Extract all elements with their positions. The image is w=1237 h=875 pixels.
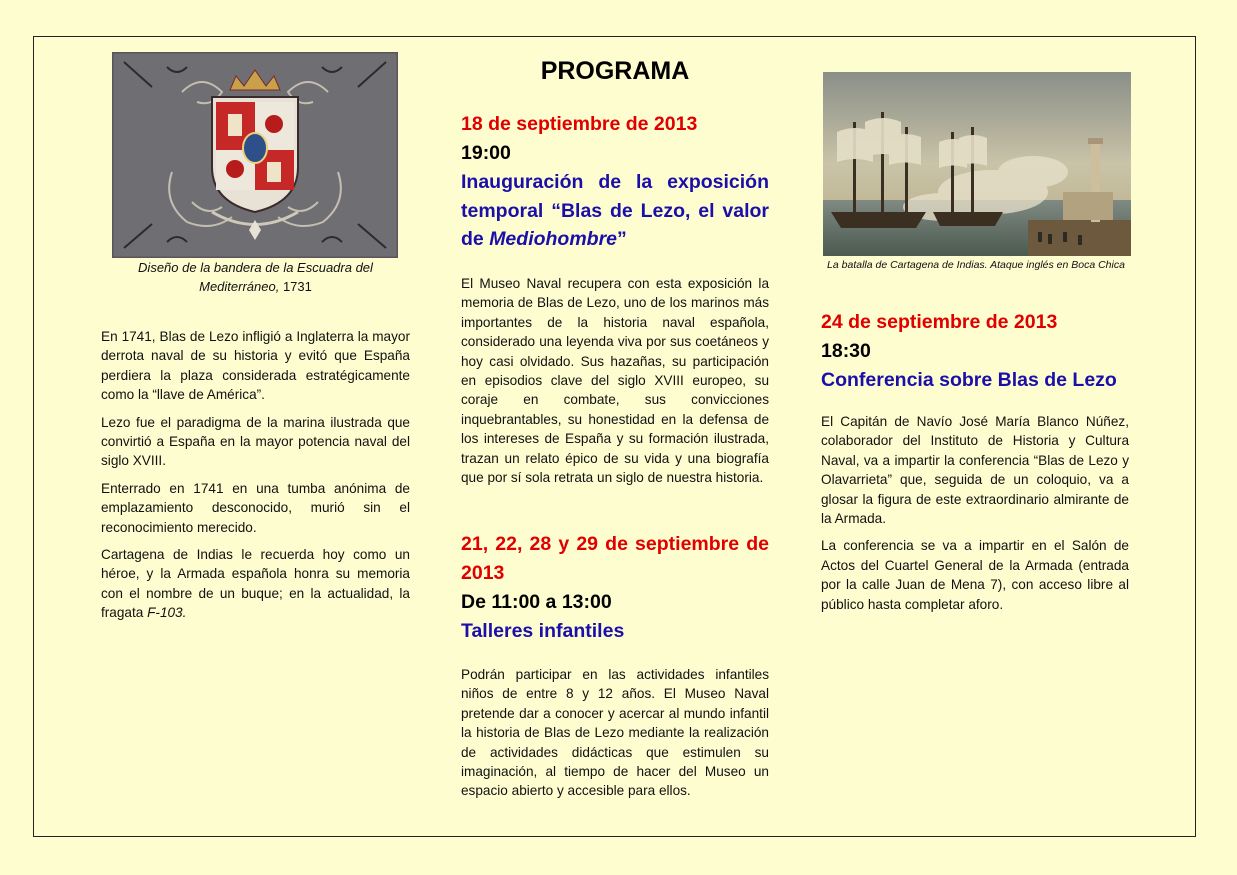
event1-title: Inauguración de la exposición temporal “Blas de Lezo, el valor de Mediohombre” — [461, 171, 769, 250]
paragraph-paradigm: Lezo fue el paradigma de la marina ilustrada que convirtió a España en la mayor potencia naval del siglo XVIII. — [101, 414, 410, 469]
page-title: PROGRAMA — [540, 57, 690, 85]
battle-painting-image — [823, 72, 1131, 256]
paragraph-legacy: Cartagena de Indias le recuerda hoy como un héroe, y la Armada española honra su memoria con el nombre de un buque; en la actualidad, la fragata F-103. — [101, 547, 410, 621]
paragraph-battle-1741: En 1741, Blas de Lezo infligió a Inglaterra la mayor derrota naval de su historia y evitó que España perdiera la plaza considerada estratégicamente como la “llave de América”. — [101, 329, 410, 403]
event1-time: 19:00 — [461, 142, 511, 164]
event2-title: Talleres infantiles — [461, 620, 625, 642]
event3-time: 18:30 — [821, 340, 871, 362]
battle-image-caption: La batalla de Cartagena de Indias. Ataque inglés en Boca Chica — [827, 259, 1125, 271]
paragraph-burial: Enterrado en 1741 en una tumba anónima de emplazamiento desconocido, murió sin el reconocimiento merecido. — [101, 480, 410, 535]
event2-date: 21, 22, 28 y 29 de septiembre de 2013 — [461, 533, 769, 584]
event1-date: 18 de septiembre de 2013 — [461, 113, 698, 135]
flag-design-image — [112, 52, 398, 258]
event2-time: De 11:00 a 13:00 — [461, 591, 612, 613]
event3-title: Conferencia sobre Blas de Lezo — [821, 369, 1117, 391]
event3-location: La conferencia se va a impartir en el Salón de Actos del Cuartel General de la Armada (entrada por la calle Juan de Mena 7), con acceso libre al público hasta completar aforo. — [821, 538, 1129, 612]
event1-description: El Museo Naval recupera con esta exposición la memoria de Blas de Lezo, uno de los marinos más importantes de la historia naval española, considerado una leyenda viva por sus coetáneos y hoy casi olvidado. Sus hazañas, su participación en episodios clave del siglo XVIII europeo, su coraje en combate, sus convicciones inquebrantables, su honestidad en la defensa de los intereses de España y su formación ilustrada, trazan un relato épico de su vida y una biografía que por sí sola retrata un siglo de nuestra historia. — [461, 276, 769, 486]
event3-description: El Capitán de Navío José María Blanco Núñez, colaborador del Instituto de Historia y Cultura Naval, va a impartir la conferencia “Blas de Lezo y Olavarrieta” que, seguida de un coloquio, va a glosar la figura de este extraordinario almirante de la Armada. — [821, 414, 1129, 527]
event2-description: Podrán participar en las actividades infantiles niños de entre 8 y 12 años. El Museo Naval pretende dar a conocer y acercar al mundo infantil la historia de Blas de Lezo mediante la realización de actividades didácticas que estimulen su imaginación, al tiempo de hacer del Museo un espacio abierto y accesible para ellos. — [461, 667, 769, 799]
flag-image-caption: Diseño de la bandera de la Escuadra del Mediterráneo, 1731 — [138, 260, 373, 294]
event3-date: 24 de septiembre de 2013 — [821, 311, 1058, 333]
